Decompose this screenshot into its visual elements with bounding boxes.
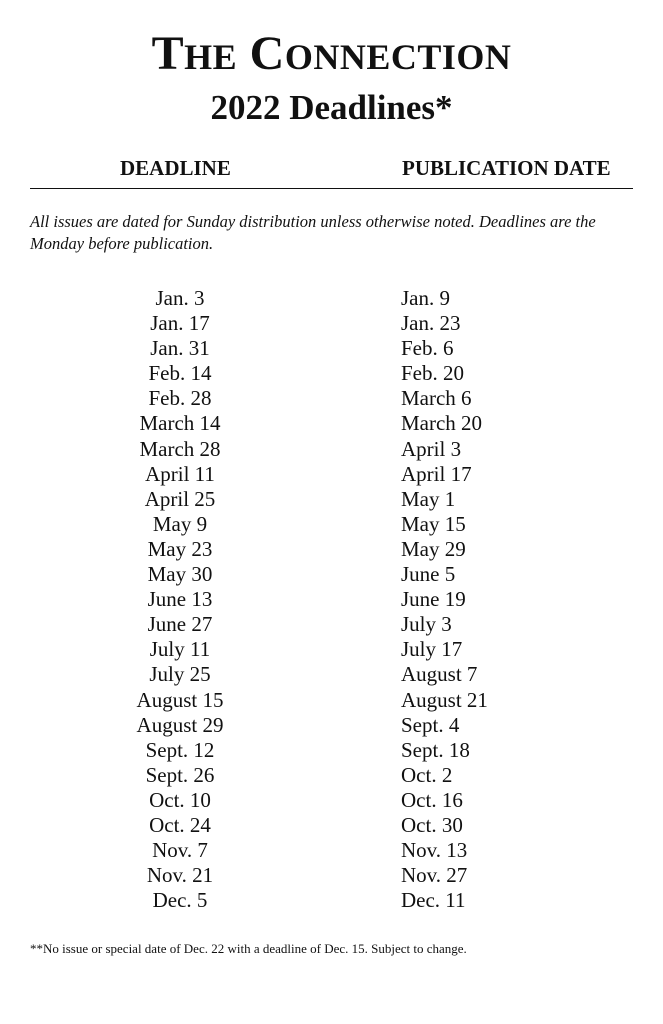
schedule-row xyxy=(0,361,663,386)
deadline-date: Nov. 7 xyxy=(152,838,208,863)
schedule-row xyxy=(0,437,663,462)
schedule-row xyxy=(0,788,663,813)
schedule-row xyxy=(0,838,663,863)
deadline-column-header: DEADLINE xyxy=(120,156,231,180)
deadline-date: Nov. 21 xyxy=(146,863,214,888)
publication-date: Feb. 6 xyxy=(401,336,454,361)
deadline-date: April 25 xyxy=(144,486,216,511)
schedule-row xyxy=(0,813,663,838)
deadline-date: May 9 xyxy=(152,511,208,536)
footnote: **No issue or special date of Dec. 22 with a deadline of Dec. 15. Subject to change. xyxy=(30,941,467,956)
masthead-c: C xyxy=(249,27,285,80)
publication-date: Oct. 30 xyxy=(401,812,463,837)
publication-date: Jan. 23 xyxy=(401,311,461,336)
publication-date: March 20 xyxy=(401,411,483,436)
publication-date: Dec. 11 xyxy=(401,888,466,913)
publication-date: May 1 xyxy=(401,486,456,511)
publication-date: Sept. 4 xyxy=(401,712,460,737)
deadline-date: Jan. 17 xyxy=(150,311,210,336)
masthead-t: T xyxy=(151,27,185,80)
deadline-date: Oct. 10 xyxy=(149,787,211,812)
publication-date: March 6 xyxy=(401,386,472,411)
schedule-row xyxy=(0,738,663,763)
deadline-date: June 27 xyxy=(147,612,213,637)
header-divider xyxy=(30,188,633,189)
publication-date: August 21 xyxy=(401,687,488,712)
schedule-row xyxy=(0,512,663,537)
deadline-date: Feb. 28 xyxy=(148,386,212,411)
publication-date: Oct. 16 xyxy=(401,787,463,812)
publication-date: July 3 xyxy=(401,612,452,637)
deadline-date: Jan. 3 xyxy=(155,286,205,310)
deadline-date: August 15 xyxy=(136,687,224,712)
schedule-row xyxy=(0,587,663,612)
schedule-row xyxy=(0,612,663,637)
schedule-row xyxy=(0,487,663,512)
schedule-row xyxy=(0,863,663,888)
deadline-date: April 11 xyxy=(145,461,215,486)
publication-date: July 17 xyxy=(401,637,463,662)
schedule-row xyxy=(0,637,663,662)
schedule-row xyxy=(0,888,663,913)
deadline-date: Jan. 31 xyxy=(150,336,210,361)
masthead-title xyxy=(0,22,663,89)
deadline-date: Oct. 24 xyxy=(149,812,211,837)
publication-date: June 19 xyxy=(401,587,466,612)
publication-date: August 7 xyxy=(401,662,478,687)
schedule-row xyxy=(0,311,663,336)
deadline-date: July 11 xyxy=(149,637,211,662)
deadline-date: August 29 xyxy=(136,712,224,737)
publication-date: April 17 xyxy=(401,461,472,486)
deadline-date: March 28 xyxy=(139,436,221,461)
publication-date: Jan. 9 xyxy=(401,286,450,310)
deadline-date: July 25 xyxy=(149,662,211,687)
publication-date: Oct. 2 xyxy=(401,762,453,787)
schedule-row xyxy=(0,462,663,487)
schedule-row xyxy=(0,411,663,436)
schedule-row xyxy=(0,537,663,562)
publication-date: June 5 xyxy=(401,562,456,587)
deadline-date: Sept. 12 xyxy=(145,737,215,762)
deadline-date: Sept. 26 xyxy=(145,762,215,787)
distribution-note: All issues are dated for Sunday distribution unless otherwise noted. Deadlines are the Monday before publication. xyxy=(30,212,596,253)
schedule-row xyxy=(0,386,663,411)
schedule-row xyxy=(0,688,663,713)
schedule-row xyxy=(0,763,663,788)
schedule-table xyxy=(0,286,663,913)
publication-date: May 15 xyxy=(401,511,466,536)
masthead-he: HE xyxy=(184,37,238,77)
deadline-date: June 13 xyxy=(147,587,213,612)
publication-date: Nov. 27 xyxy=(401,863,468,888)
publication-date: Sept. 18 xyxy=(401,737,470,762)
schedule-row xyxy=(0,336,663,361)
publication-date: April 3 xyxy=(401,436,462,461)
deadline-date: Feb. 14 xyxy=(148,361,212,386)
page-subtitle: 2022 Deadlines* xyxy=(210,88,453,127)
schedule-row xyxy=(0,713,663,738)
publication-date: May 29 xyxy=(401,536,466,561)
schedule-row xyxy=(0,662,663,687)
schedule-row xyxy=(0,562,663,587)
deadline-date: March 14 xyxy=(139,411,221,436)
deadline-date: Dec. 5 xyxy=(152,888,208,913)
publication-date: Nov. 13 xyxy=(401,838,468,863)
deadline-date: May 23 xyxy=(147,536,213,561)
masthead-onnection: ONNECTION xyxy=(284,37,512,77)
publication-date: Feb. 20 xyxy=(401,361,464,386)
publication-column-header: PUBLICATION DATE xyxy=(402,156,611,180)
deadline-date: May 30 xyxy=(147,562,213,587)
schedule-row xyxy=(0,286,663,311)
